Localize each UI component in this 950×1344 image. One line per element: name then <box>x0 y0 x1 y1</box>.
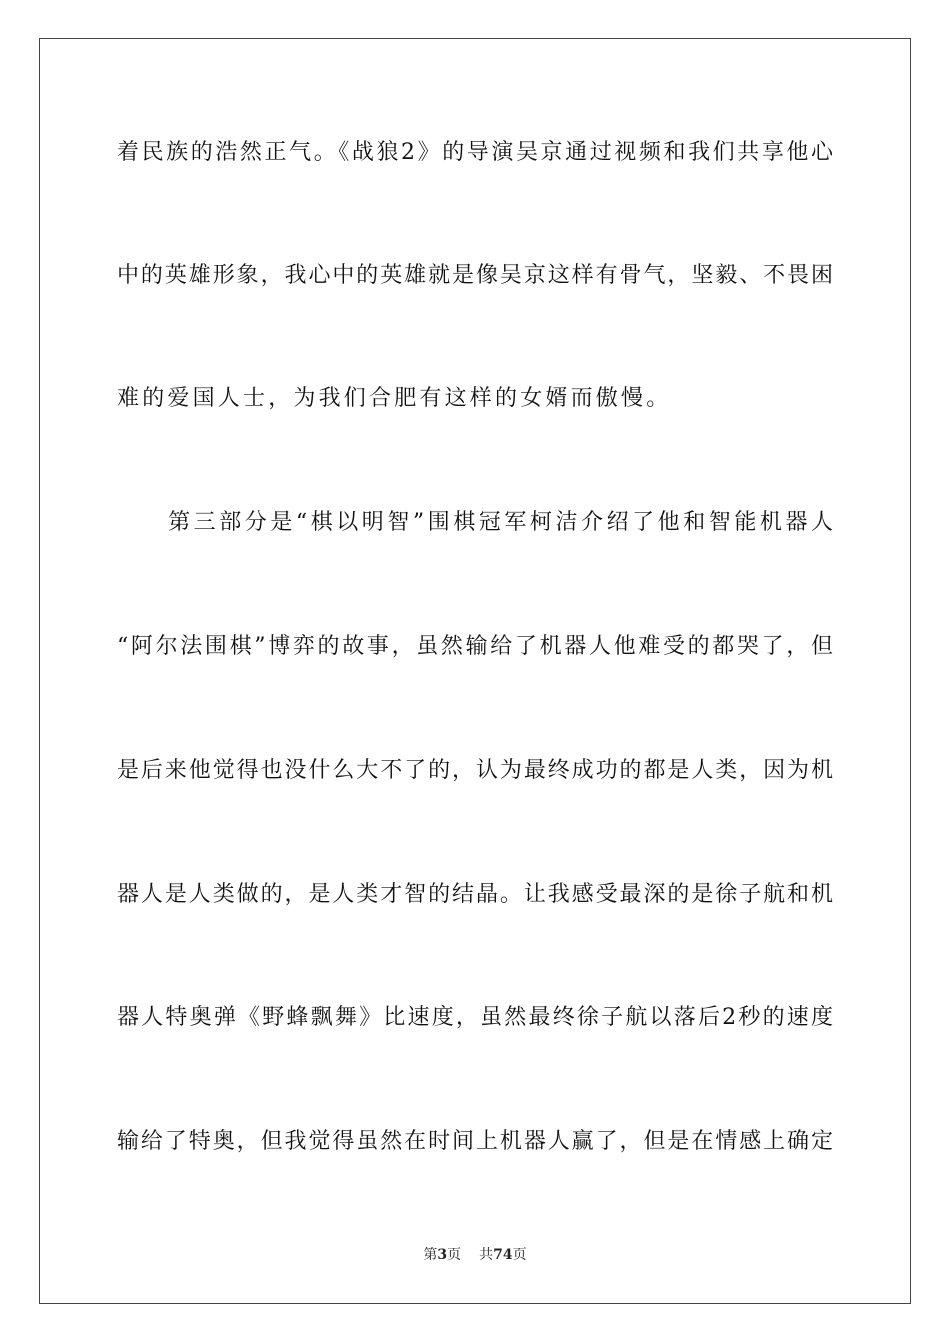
body-line-5: “阿尔法围棋”博弈的故事，虽然输给了机器人他难受的都哭了，但 <box>117 634 833 659</box>
footer-page-prefix: 第 <box>423 1247 438 1263</box>
body-line-2: 中的英雄形象，我心中的英雄就是像吴京这样有骨气，坚毅、不畏困 <box>117 263 833 288</box>
body-line-7: 器人是人类做的，是人类才智的结晶。让我感受最深的是徐子航和机 <box>117 882 833 907</box>
body-line-3: 难的爱国人士，为我们合肥有这样的女婿而傲慢。 <box>117 386 672 411</box>
body-line-6: 是后来他觉得也没什么大不了的，认为最终成功的都是人类，因为机 <box>117 758 833 783</box>
footer-total-prefix: 共 <box>479 1247 494 1263</box>
body-line-4: 第三部分是“棋以明智”围棋冠军柯洁介绍了他和智能机器人 <box>117 510 833 535</box>
footer-page-number: 3 <box>437 1247 448 1263</box>
body-line-1: 着民族的浩然正气。《战狼2》的导演吴京通过视频和我们共享他心 <box>117 140 833 165</box>
footer-page-suffix: 页 <box>447 1247 462 1263</box>
page-border <box>39 38 911 1304</box>
page-footer <box>0 1246 950 1264</box>
footer-total-pages: 74 <box>493 1247 513 1263</box>
body-line-8: 器人特奥弹《野蜂飘舞》比速度，虽然最终徐子航以落后2秒的速度 <box>117 1005 833 1030</box>
body-line-9: 输给了特奥，但我觉得虽然在时间上机器人赢了，但是在情感上确定 <box>117 1129 833 1154</box>
footer-total-suffix: 页 <box>512 1247 527 1263</box>
